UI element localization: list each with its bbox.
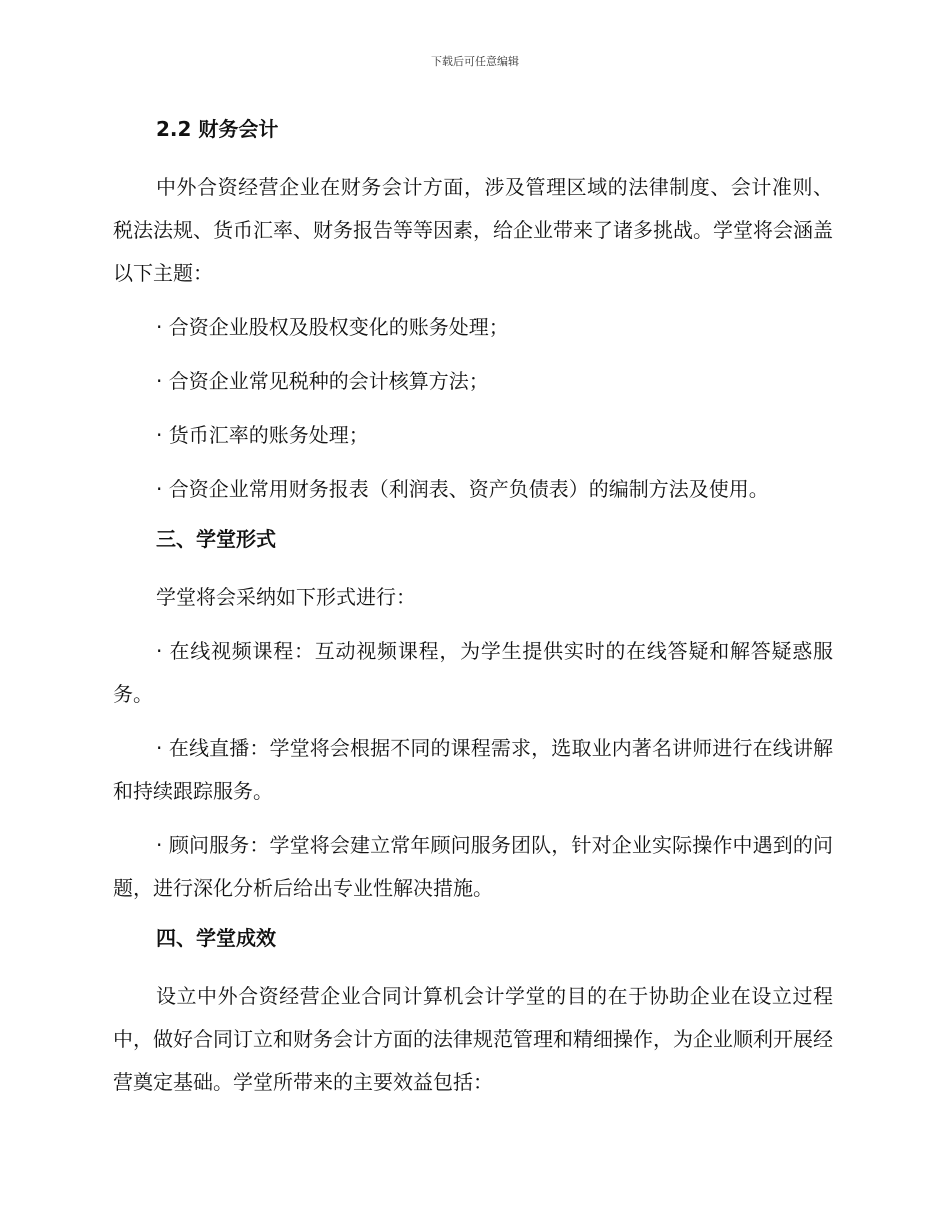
bullet-item: · 顾问服务：学堂将会建立常年顾问服务团队，针对企业实际操作中遇到的问题，进行深化分析后给出专业性解决措施。 [113, 833, 833, 900]
bullet-item: · 合资企业常见税种的会计核算方法； [156, 369, 489, 393]
bullet-item: · 货币汇率的账务处理； [156, 423, 369, 447]
section-4-intro: 设立中外合资经营企业合同计算机会计学堂的目的在于协助企业在设立过程中，做好合同订立和财务会计方面的法律规范管理和精细操作，为企业顺利开展经营奠定基础。学堂所带来的主要效益包括： [113, 984, 833, 1094]
bullet-item: · 合资企业股权及股权变化的账务处理； [156, 315, 509, 339]
bullet-item: · 合资企业常用财务报表（利润表、资产负债表）的编制方法及使用。 [156, 477, 769, 501]
bullet-item: · 在线直播：学堂将会根据不同的课程需求，选取业内著名讲师进行在线讲解和持续跟踪服务。 [113, 736, 833, 803]
document-body [113, 112, 833, 1115]
section-heading-2-2: 2.2 财务会计 [156, 117, 279, 141]
section-3-intro: 学堂将会采纳如下形式进行： [156, 585, 416, 609]
page-header-note: 下载后可任意编辑 [431, 55, 519, 68]
section-heading-4: 四、学堂成效 [156, 926, 276, 950]
section-2-2-intro: 中外合资经营企业在财务会计方面，涉及管理区域的法律制度、会计准则、税法法规、货币汇率、财务报告等等因素，给企业带来了诸多挑战。学堂将会涵盖以下主题： [113, 175, 833, 285]
section-heading-3: 三、学堂形式 [156, 527, 276, 551]
bullet-item: · 在线视频课程：互动视频课程，为学生提供实时的在线答疑和解答疑惑服务。 [113, 639, 833, 706]
